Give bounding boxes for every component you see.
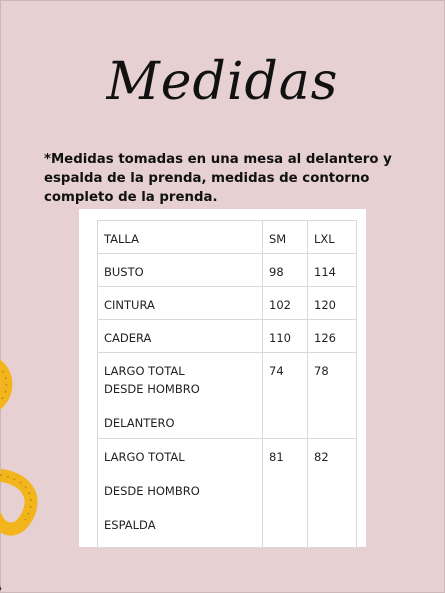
row-label-line: LARGO TOTAL	[104, 450, 185, 464]
table-row	[98, 287, 357, 320]
row-sm: 102	[263, 287, 308, 320]
header-talla: TALLA	[98, 221, 263, 254]
row-lxl: 126	[308, 320, 357, 353]
row-label	[98, 353, 263, 439]
row-lxl: 78	[308, 353, 357, 439]
table-header-row	[98, 221, 357, 254]
header-sm: SM	[263, 221, 308, 254]
row-sm: 98	[263, 254, 308, 287]
row-lxl: 114	[308, 254, 357, 287]
table-row	[98, 439, 357, 548]
table-row	[98, 254, 357, 287]
measuring-tape-icon	[0, 350, 50, 590]
row-sm: 81	[263, 439, 308, 548]
row-label	[98, 439, 263, 548]
table-row	[98, 320, 357, 353]
row-label-line: DESDE HOMBRO	[104, 382, 200, 396]
row-sm: 110	[263, 320, 308, 353]
row-label: CADERA	[98, 320, 263, 353]
page-title: Medidas	[106, 52, 339, 112]
table-row	[98, 353, 357, 439]
row-label-line: LARGO TOTAL	[104, 364, 185, 378]
row-label: CINTURA	[98, 287, 263, 320]
size-table	[97, 220, 357, 548]
row-lxl: 82	[308, 439, 357, 548]
row-label-line: ESPALDA	[104, 518, 156, 532]
intro-text: *Medidas tomadas en una mesa al delantero y espalda de la prenda, medidas de contorno completo de la prenda.	[44, 152, 392, 205]
row-label-line: DESDE HOMBRO	[104, 484, 200, 498]
row-sm: 74	[263, 353, 308, 439]
row-lxl: 120	[308, 287, 357, 320]
row-label: BUSTO	[98, 254, 263, 287]
row-label-line: DELANTERO	[104, 416, 175, 430]
header-lxl: LXL	[308, 221, 357, 254]
